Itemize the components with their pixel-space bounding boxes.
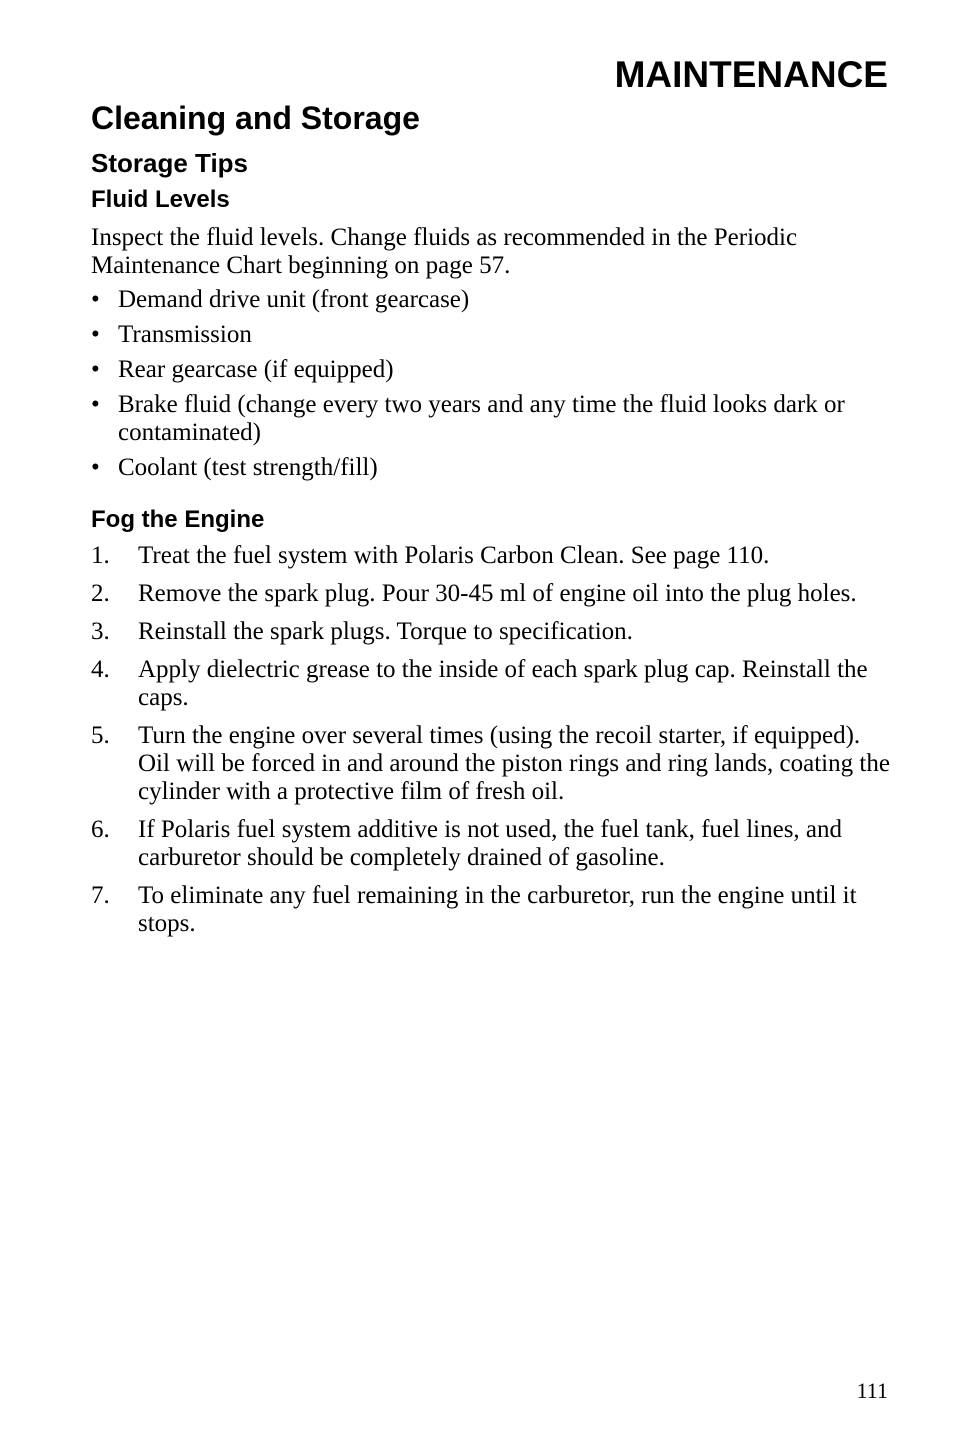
bullet-icon: • [91,391,100,418]
step-text: Reinstall the spark plugs. Torque to specification. [138,618,633,645]
list-item [91,391,891,447]
list-item [91,356,891,384]
list-item-text: Coolant (test strength/fill) [118,454,378,481]
step-text: To eliminate any fuel remaining in the carburetor, run the engine until it stops. [138,882,857,937]
fog-engine-heading: Fog the Engine [91,506,265,533]
page-subtitle: Storage Tips [91,148,249,178]
bullet-icon: • [91,286,100,313]
step-text: If Polaris fuel system additive is not used, the fuel tank, fuel lines, and carburetor should be completely drained of gasoline. [138,816,843,871]
fluid-levels-heading: Fluid Levels [91,186,230,213]
step-item [91,816,891,872]
list-item [91,286,891,314]
step-text: Turn the engine over several times (using the recoil starter, if equipped). Oil will be forced in and around the piston rings and ring lands, coating the cylinder with a protective film of fresh oil. [138,722,890,805]
bullet-icon: • [91,454,100,481]
page-number: 111 [856,1378,888,1403]
page-title: Cleaning and Storage [91,100,420,136]
list-item [91,454,891,482]
list-item-text: Rear gearcase (if equipped) [118,356,394,383]
step-text: Remove the spark plug. Pour 30-45 ml of engine oil into the plug holes. [138,580,857,607]
step-number: 2. [91,580,110,607]
section-header: MAINTENANCE [614,54,888,95]
list-item [91,321,891,349]
step-item [91,882,891,938]
bullet-icon: • [91,321,100,348]
step-number: 1. [91,542,110,569]
list-item-text: Brake fluid (change every two years and any time the fluid looks dark or contaminated) [118,391,845,446]
step-item [91,656,891,712]
step-text: Apply dielectric grease to the inside of each spark plug cap. Reinstall the caps. [138,656,868,711]
fluid-levels-intro: Inspect the fluid levels. Change fluids as recommended in the Periodic Maintenance Chart beginning on page 57. [91,224,798,279]
step-item [91,542,891,570]
step-number: 7. [91,882,110,909]
step-number: 4. [91,656,110,683]
bullet-icon: • [91,356,100,383]
step-item [91,618,891,646]
page-content [91,96,891,948]
step-number: 6. [91,816,110,843]
fog-engine-steps [91,542,891,938]
step-number: 5. [91,722,110,749]
list-item-text: Demand drive unit (front gearcase) [118,286,470,313]
list-item-text: Transmission [118,321,252,348]
step-text: Treat the fuel system with Polaris Carbon Clean. See page 110. [138,542,770,569]
fluid-levels-list [91,286,891,482]
step-number: 3. [91,618,110,645]
step-item [91,722,891,806]
step-item [91,580,891,608]
